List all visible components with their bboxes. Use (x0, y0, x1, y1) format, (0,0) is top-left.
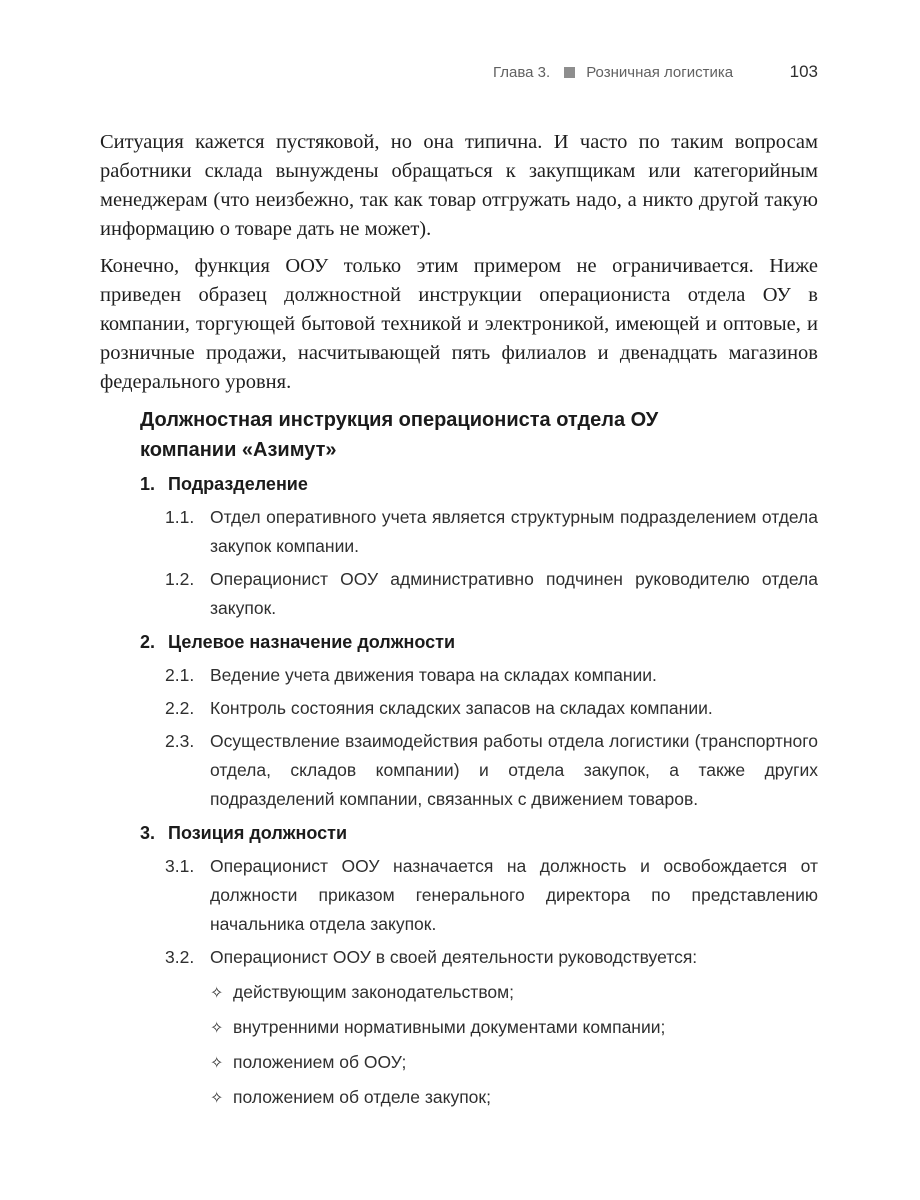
instruction-item-1-2 (165, 565, 818, 623)
section-label: Целевое назначение должности (168, 632, 456, 652)
item-text: Отдел оперативного учета является структурным подразделением отдела закупок компании. (210, 507, 818, 556)
list-item (210, 978, 818, 1007)
item-number: 2.2. (165, 698, 195, 718)
chapter-label: Глава 3. (493, 63, 551, 81)
item-number: 3.2. (165, 947, 195, 967)
section-heading-3 (140, 822, 818, 844)
instruction-title: Должностная инструкция операциониста отдела ОУ компании «Азимут» (140, 409, 659, 461)
instruction-item-3-2 (165, 943, 818, 1112)
list-item (210, 1048, 818, 1077)
section-marker-icon (564, 67, 575, 78)
diamond-bullet-icon: ✧ (210, 983, 224, 1002)
item-text: Ведение учета движения товара на складах компании. (210, 665, 657, 685)
bullet-text: действующим законодательством; (233, 982, 515, 1002)
section-label: Подразделение (168, 474, 308, 494)
item-text-with-bullets (210, 943, 818, 1112)
diamond-bullet-icon: ✧ (210, 1088, 224, 1107)
section-label: Позиция должности (168, 823, 348, 843)
section-number: 1. (140, 474, 156, 494)
intro-paragraph-2: Конечно, функция ООУ только этим примером не ограничивается. Ниже приведен образец должностной инструкции операциониста отдела ОУ в компании, торгующей бытовой техникой и электроникой, имеющей и оптовые, и розничные продажи, насчитывающей пять филиалов и двенадцать магазинов федерального уровня. (100, 255, 818, 393)
instruction-item-2-3 (165, 727, 818, 814)
section-number: 3. (140, 823, 156, 843)
section-heading-2 (140, 631, 818, 653)
intro-paragraph-1: Ситуация кажется пустяковой, но она типична. И часто по таким вопросам работники склада вынуждены обращаться к закупщикам или категорийным менеджерам (что неизбежно, так как товар отгружать надо, а никто другой такую информацию о товаре дать не может). (100, 131, 818, 240)
instruction-item-2-1 (165, 661, 818, 690)
instruction-item-2-2 (165, 694, 818, 723)
bullet-text: внутренними нормативными документами компании; (233, 1017, 666, 1037)
item-number: 1.1. (165, 507, 195, 527)
page-number: 103 (789, 62, 818, 81)
list-item (210, 1083, 818, 1112)
section-heading-1 (140, 473, 818, 495)
bullet-list (210, 978, 818, 1112)
item-number: 3.1. (165, 856, 195, 876)
diamond-bullet-icon: ✧ (210, 1053, 224, 1072)
bullet-text: положением об отделе закупок; (233, 1087, 491, 1107)
instruction-item-3-1 (165, 852, 818, 939)
job-instruction (100, 405, 818, 1112)
instruction-item-1-1 (165, 503, 818, 561)
item-text: Операционист ООУ в своей деятельности руководствуется: (210, 947, 698, 967)
section-number: 2. (140, 632, 156, 652)
running-head (100, 62, 818, 82)
item-number: 1.2. (165, 569, 195, 589)
item-text: Осуществление взаимодействия работы отдела логистики (транспортного отдела, складов компании) и отдела закупок, а также других подразделений компании, связанных с движением товаров. (210, 731, 818, 809)
item-number: 2.3. (165, 731, 195, 751)
diamond-bullet-icon: ✧ (210, 1018, 224, 1037)
intro-text (100, 128, 818, 397)
list-item (210, 1013, 818, 1042)
item-number: 2.1. (165, 665, 195, 685)
bullet-text: положением об ООУ; (233, 1052, 407, 1072)
chapter-title: Розничная логистика (586, 63, 734, 81)
item-text: Контроль состояния складских запасов на складах компании. (210, 698, 713, 718)
item-text: Операционист ООУ назначается на должность и освобождается от должности приказом генерального директора по представлению начальника отдела закупок. (210, 856, 818, 934)
item-text: Операционист ООУ административно подчинен руководителю отдела закупок. (210, 569, 818, 618)
